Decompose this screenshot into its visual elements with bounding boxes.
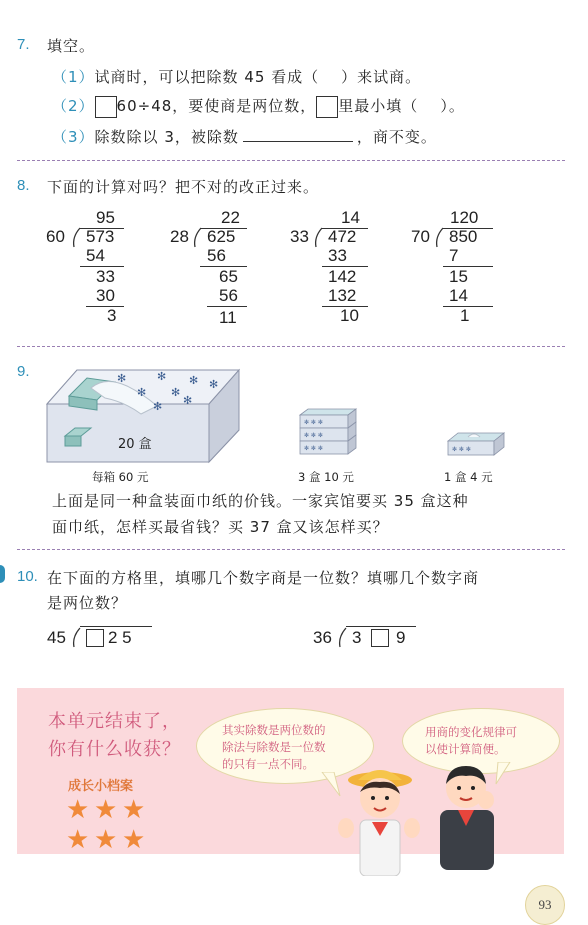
dividend-digit: 3 [352, 628, 362, 647]
divisor: 28 [170, 227, 189, 246]
bubble-right-line1: 用商的变化规律可 [425, 725, 517, 739]
q7-sub2-box2[interactable] [316, 96, 338, 118]
partial-product: 56 [207, 246, 226, 265]
q7-sub2-text-b: 里最小填（ [338, 97, 419, 115]
q7-sub2-text-c: ）。 [440, 97, 465, 115]
star-icon: ★ [94, 795, 118, 825]
q8-number: 8. [17, 177, 30, 194]
partial-remainder: 33 [96, 267, 115, 286]
single-box-image [444, 431, 508, 461]
divisor: 70 [411, 227, 430, 246]
svg-text:✻ ✻ ✻: ✻ ✻ ✻ [304, 445, 323, 452]
division-bar [346, 626, 416, 627]
svg-text:✻ ✻ ✻: ✻ ✻ ✻ [304, 419, 323, 426]
svg-text:✻ ✻ ✻: ✻ ✻ ✻ [304, 432, 323, 439]
star-icon: ★ [122, 795, 146, 825]
q9-question-line2: 面巾纸，怎样买最省钱？买 37 盒又该怎样买？ [52, 518, 389, 536]
svg-text:✻: ✻ [171, 386, 181, 399]
partial-product: 54 [86, 246, 105, 265]
q9-number: 9. [17, 363, 30, 380]
partial-remainder: 15 [449, 267, 468, 286]
q7-sub1-text-b: ）来试商。 [341, 68, 422, 86]
remainder: 1 [460, 306, 470, 325]
divider [17, 549, 565, 550]
margin-tab [0, 565, 5, 583]
q8-title: 下面的计算对吗？把不对的改正过来。 [47, 178, 320, 196]
dividend: 850 [449, 227, 478, 246]
partial-product: 7 [449, 246, 459, 265]
reflection-title-line2: 你有什么收获？ [48, 739, 181, 760]
quotient: 95 [96, 208, 115, 227]
girl-illustration [336, 766, 420, 876]
q10-question-line1: 在下面的方格里，填哪几个数字商是一位数？填哪几个数字商 [47, 569, 480, 587]
q7-sub1-text-a: 试商时，可以把除数 45 看成（ [94, 68, 320, 86]
division-bracket [191, 226, 203, 248]
q10-question-line2: 是两位数？ [47, 594, 128, 612]
page-number: 93 [525, 885, 565, 925]
division-bracket [433, 226, 445, 248]
q7-sub1 [52, 66, 421, 87]
star-icon: ★ [94, 825, 118, 855]
svg-text:✻: ✻ [153, 400, 163, 413]
remainder: 3 [107, 306, 117, 325]
price-per-carton: 每箱 60 元 [92, 470, 149, 484]
svg-text:✻: ✻ [189, 374, 199, 387]
remainder: 10 [340, 306, 359, 325]
division-bracket [336, 626, 348, 648]
boy-illustration [426, 760, 510, 870]
digit-box[interactable] [86, 629, 104, 647]
q7-sub3-text-b: ，商不变。 [356, 128, 437, 146]
digit-box[interactable] [371, 629, 389, 647]
dividend: 472 [328, 227, 357, 246]
bubble-left-line3: 的只有一点不同。 [222, 757, 314, 771]
step-line [86, 306, 124, 307]
division-bracket [70, 226, 82, 248]
divisor: 36 [313, 628, 332, 647]
step-line [207, 306, 247, 307]
q7-sub2-label: （2） [52, 97, 95, 115]
dividend-digits: 2 5 [108, 628, 132, 647]
star-icon: ★ [122, 825, 146, 855]
svg-text:✻: ✻ [209, 378, 219, 391]
growth-archive-label: 成长小档案 [68, 779, 134, 794]
bubble-left-line2: 除法与除数是一位数 [222, 740, 326, 754]
svg-text:✻: ✻ [117, 372, 127, 385]
partial-product: 14 [449, 286, 468, 305]
q7-number: 7. [17, 36, 30, 53]
star-icon: ★ [66, 825, 90, 855]
price-three-boxes: 3 盒 10 元 [298, 470, 354, 484]
q7-sub2-box1[interactable] [95, 96, 117, 118]
division-bar [80, 626, 152, 627]
carton-label: 20 盒 [118, 437, 152, 452]
q10-number: 10. [17, 568, 38, 585]
svg-text:✻ ✻ ✻: ✻ ✻ ✻ [452, 446, 471, 453]
three-boxes-image [296, 407, 360, 463]
dividend-digit: 9 [396, 628, 406, 647]
quotient: 22 [221, 208, 240, 227]
remainder: 11 [219, 308, 237, 327]
dividend: 573 [86, 227, 115, 246]
divisor: 33 [290, 227, 309, 246]
partial-product: 30 [96, 286, 115, 305]
division-bracket [70, 626, 82, 648]
quotient: 120 [450, 208, 479, 227]
star-icon: ★ [66, 795, 90, 825]
price-single-box: 1 盒 4 元 [444, 470, 493, 484]
dividend: 625 [207, 227, 236, 246]
q7-sub3-text-a: 除数除以 3，被除数 [94, 128, 239, 146]
division-bracket [312, 226, 324, 248]
q7-title: 填空。 [47, 37, 96, 55]
svg-text:✻: ✻ [157, 370, 167, 383]
q7-sub3 [52, 126, 437, 147]
quotient: 14 [341, 208, 360, 227]
svg-text:✻: ✻ [183, 394, 193, 407]
q7-sub3-label: （3） [52, 128, 95, 146]
q7-sub1-label: （1） [52, 68, 95, 86]
partial-product: 132 [328, 286, 357, 305]
divider [17, 160, 565, 161]
partial-remainder: 65 [219, 267, 238, 286]
divisor: 60 [46, 227, 65, 246]
bubble-left-line1: 其实除数是两位数的 [222, 723, 326, 737]
reflection-title-line1: 本单元结束了， [48, 711, 181, 732]
svg-text:✻: ✻ [137, 386, 147, 399]
partial-product: 33 [328, 246, 347, 265]
q7-sub2-text-a: 60÷48，要使商是两位数， [116, 97, 317, 115]
q7-sub2 [52, 95, 465, 118]
bubble-right-line2: 以使计算简便。 [425, 742, 506, 756]
partial-product: 56 [219, 286, 238, 305]
q7-sub3-blank[interactable] [243, 127, 353, 142]
divider [17, 346, 565, 347]
q9-question-line1: 上面是同一种盒装面巾纸的价钱。一家宾馆要买 35 盒这种 [52, 492, 469, 510]
divisor: 45 [47, 628, 66, 647]
partial-remainder: 142 [328, 267, 357, 286]
